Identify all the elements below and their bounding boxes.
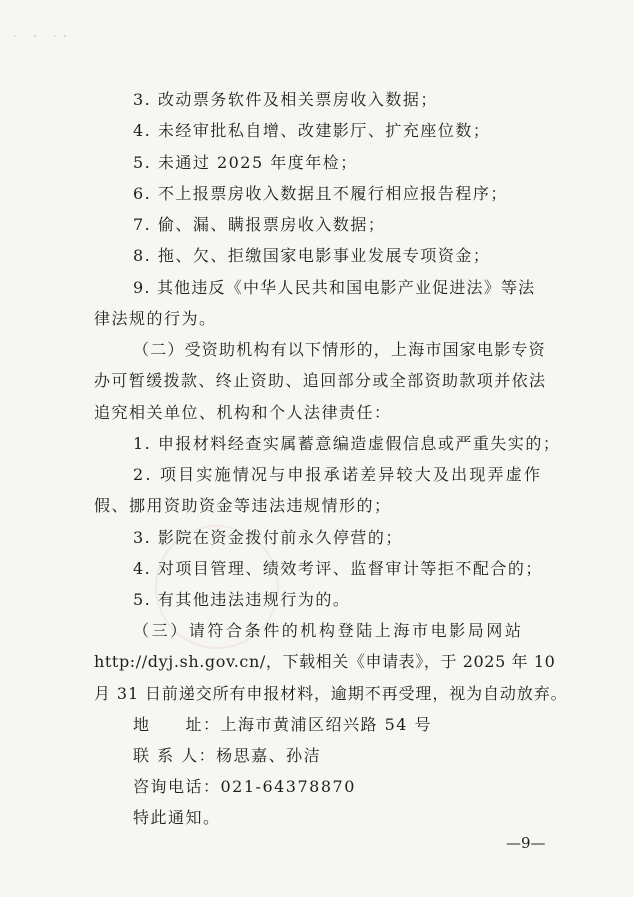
contact-address: 地 址：上海市黄浦区绍兴路 54 号 — [133, 715, 433, 734]
section-2-paragraph: （二）受资助机构有以下情形的，上海市国家电影专资 — [133, 340, 546, 359]
list-item-b5: 5. 未通过 2025 年度年检； — [133, 153, 358, 172]
list-item-b9: 9. 其他违反《中华人民共和国电影产业促进法》等法 — [133, 278, 536, 297]
list-item-b7: 7. 偷、漏、瞒报票房收入数据； — [133, 215, 386, 234]
section-3-paragraph: （三）请符合条件的机构登陆上海市电影局网站 — [133, 621, 524, 640]
contact-person: 联 系 人：杨思嘉、孙洁 — [133, 746, 322, 765]
scan-marks: ′ ʻ ′’ — [14, 34, 75, 42]
closing-notice: 特此通知。 — [133, 808, 221, 827]
contact-phone: 咨询电话：021-64378870 — [133, 777, 356, 796]
list-item-c2: 2. 项目实施情况与申报承诺差异较大及出现弄虚作 — [133, 465, 543, 484]
list-item-c3: 3. 影院在资金拨付前永久停营的； — [133, 528, 403, 547]
section-3-paragraph-cont: 月 31 日前递交所有申报材料，逾期不再受理，视为自动放弃。 — [94, 684, 568, 703]
list-item-b4: 4. 未经审批私自增、改建影厅、扩充座位数； — [133, 121, 491, 140]
list-item-c1: 1. 申报材料经查实属蓄意编造虚假信息或严重失实的； — [133, 434, 561, 453]
section-2-paragraph-cont: 办可暂缓拨款、终止资助、追回部分或全部资助款项并依法 — [94, 371, 547, 390]
page-number: —9— — [506, 834, 546, 852]
list-item-c4: 4. 对项目管理、绩效考评、监督审计等拒不配合的； — [133, 559, 543, 578]
section-2-paragraph-cont: 追究相关单位、机构和个人法律责任： — [94, 403, 392, 422]
list-item-b9-cont: 律法规的行为。 — [94, 309, 217, 328]
list-item-b8: 8. 拖、欠、拒缴国家电影事业发展专项资金； — [133, 246, 491, 265]
list-item-c2-cont: 假、挪用资助资金等违法违规情形的； — [94, 496, 392, 515]
list-item-c5: 5. 有其他违法违规行为的。 — [133, 590, 351, 609]
list-item-b3: 3. 改动票务软件及相关票房收入数据； — [133, 90, 438, 109]
section-3-paragraph-cont: http://dyj.sh.gov.cn/，下载相关《申请表》，于 2025 年 10 — [94, 652, 556, 671]
list-item-b6: 6. 不上报票房收入数据且不履行相应报告程序； — [133, 184, 508, 203]
